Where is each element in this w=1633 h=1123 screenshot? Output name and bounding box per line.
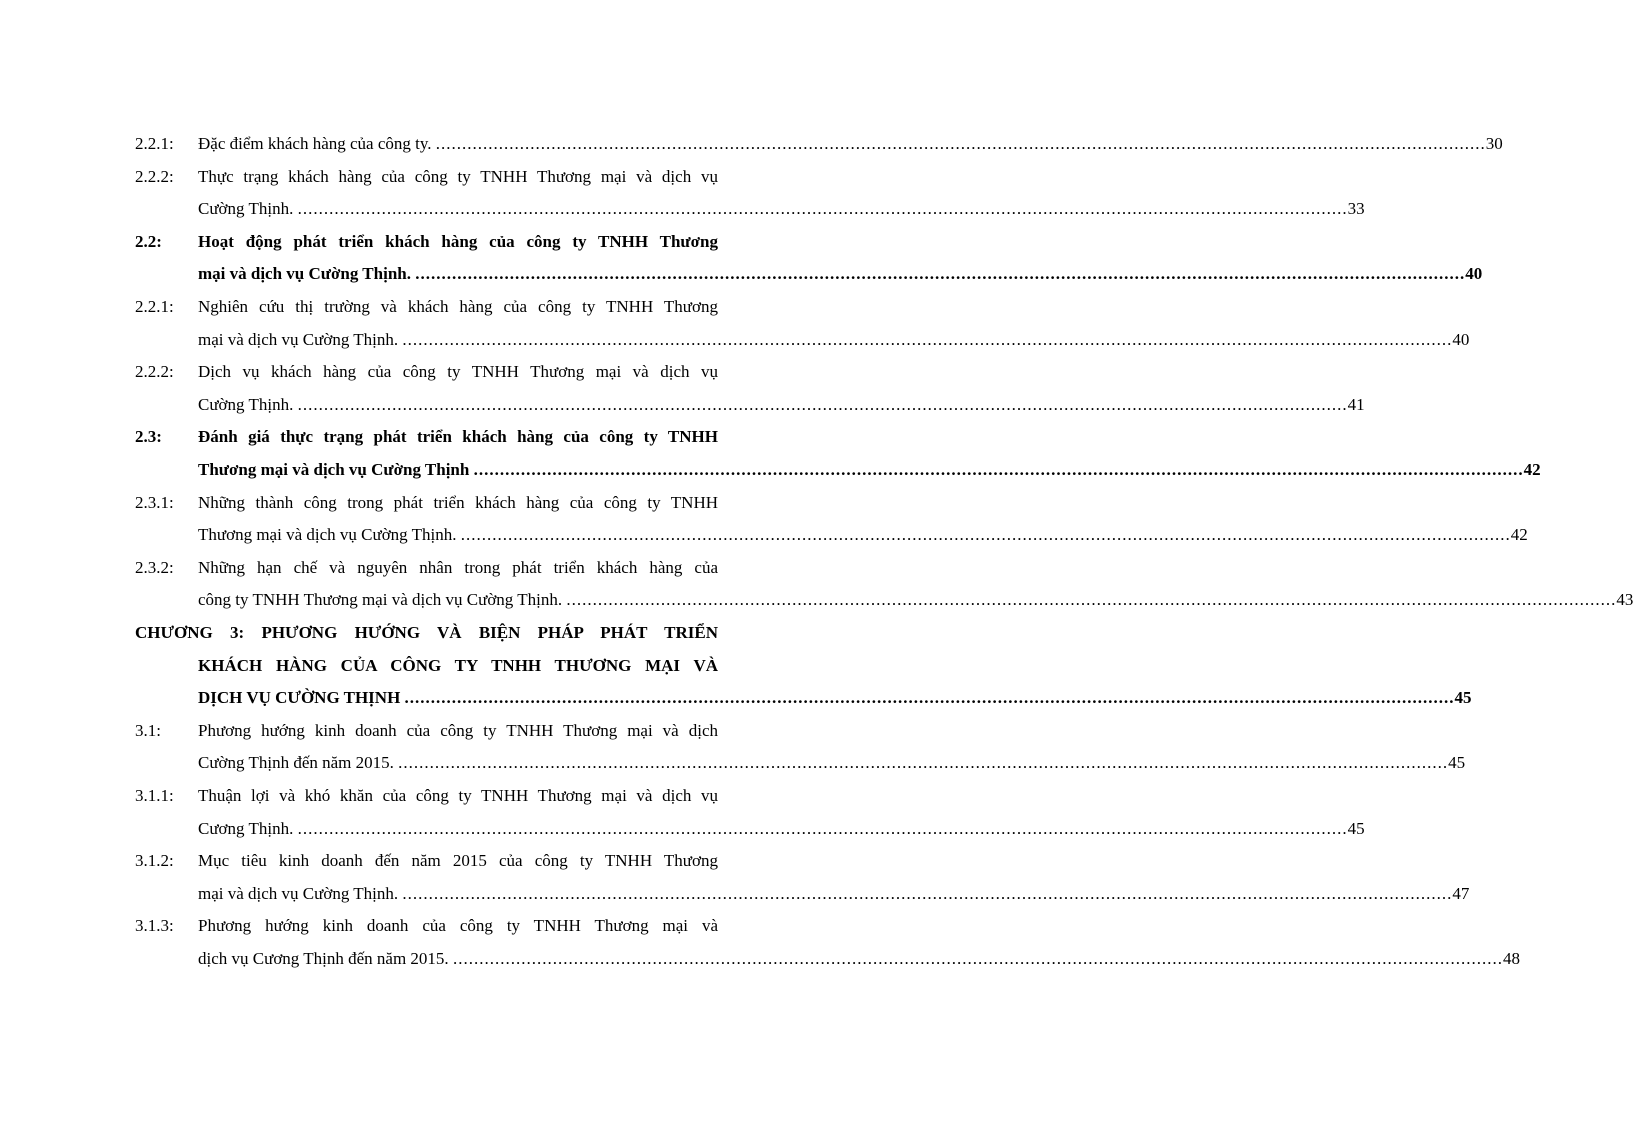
- toc-number: 2.2.2:: [135, 166, 174, 186]
- toc-title: dịch vụ Cương Thịnh đến năm 2015.: [198, 948, 453, 968]
- toc-line: [0, 584, 1633, 616]
- dot-leader: ........................................................................................................................................................................................................: [460, 525, 1511, 545]
- toc-title: Cường Thịnh.: [198, 394, 298, 414]
- dot-leader: ........................................................................................................................................................................................................: [297, 199, 1348, 219]
- toc-title: mại và dịch vụ Cường Thịnh.: [198, 264, 416, 284]
- toc-number: 2.2.1:: [135, 134, 174, 153]
- toc-page-number: 40: [1452, 329, 1470, 349]
- toc-title: Dịch vụ khách hàng của công ty TNHH Thương mại và dịch vụ: [198, 362, 718, 382]
- toc-page-number: 43: [1616, 590, 1633, 610]
- toc-page-number: 48: [1502, 948, 1520, 968]
- toc-line: [0, 161, 816, 193]
- toc-title: mại và dịch vụ Cường Thịnh.: [198, 329, 403, 349]
- toc-title: Những hạn chế và nguyên nhân trong phát triển khách hàng của: [198, 557, 718, 577]
- dot-leader: ........................................................................................................................................................................................................: [435, 134, 1486, 153]
- toc-title: CHƯƠNG 3: PHƯƠNG HƯỚNG VÀ BIỆN PHÁP PHÁT TRIỂN: [135, 623, 718, 642]
- toc-title: Mục tiêu kinh doanh đến năm 2015 của công ty TNHH Thương: [198, 851, 718, 871]
- toc-line: [0, 356, 816, 388]
- toc-title: Thực trạng khách hàng của công ty TNHH Thương mại và dịch vụ: [198, 166, 718, 186]
- toc-line: [0, 128, 1503, 160]
- toc-title: Đánh giá thực trạng phát triển khách hàng của công ty TNHH: [198, 427, 718, 447]
- toc-line: [0, 258, 1483, 290]
- toc-number: 3.1:: [135, 720, 161, 740]
- toc-title: Phương hướng kinh doanh của công ty TNHH Thương mại và dịch: [198, 720, 718, 740]
- toc-title: Thương mại và dịch vụ Cường Thịnh.: [198, 525, 461, 545]
- toc-page-number: 30: [1485, 134, 1503, 153]
- toc-number: 3.1.2:: [135, 851, 174, 871]
- dot-leader: ........................................................................................................................................................................................................: [415, 264, 1466, 284]
- toc-page-number: 41: [1347, 394, 1365, 414]
- toc-line: [0, 845, 816, 877]
- toc-number: 2.2.1:: [135, 297, 174, 316]
- toc-line: [0, 943, 1520, 975]
- toc-line: [0, 421, 816, 453]
- toc-title: mại và dịch vụ Cường Thịnh.: [198, 883, 403, 903]
- toc-line: [0, 291, 816, 323]
- toc-line: [0, 682, 1472, 714]
- toc-number: 2.3.2:: [135, 557, 174, 577]
- toc-title: Những thành công trong phát triển khách hàng của công ty TNHH: [198, 492, 718, 512]
- toc-title: Phương hướng kinh doanh của công ty TNHH Thương mại và: [198, 916, 718, 936]
- toc-title: Cương Thịnh.: [198, 818, 298, 838]
- toc-title: Thương mại và dịch vụ Cường Thịnh: [198, 459, 474, 479]
- toc-page-number: 45: [1454, 688, 1472, 708]
- toc-line: [0, 519, 1528, 551]
- toc-title: Cường Thịnh.: [198, 199, 298, 219]
- toc-line: [0, 324, 1470, 356]
- toc-title: Hoạt động phát triển khách hàng của công ty TNHH Thương: [198, 231, 718, 251]
- dot-leader: ........................................................................................................................................................................................................: [402, 883, 1453, 903]
- dot-leader: ........................................................................................................................................................................................................: [398, 753, 1449, 773]
- toc-page-number: 42: [1510, 525, 1528, 545]
- toc-page-number: 33: [1347, 199, 1365, 219]
- toc-page-number: 47: [1452, 883, 1470, 903]
- toc-line: [0, 780, 816, 812]
- toc-page-number: 45: [1347, 818, 1365, 838]
- dot-leader: ........................................................................................................................................................................................................: [297, 394, 1348, 414]
- toc-line: [0, 193, 1365, 225]
- toc-line: [0, 389, 1365, 421]
- toc-line: [0, 715, 816, 747]
- toc-number: 3.1.1:: [135, 786, 174, 805]
- toc-line: [0, 878, 1470, 910]
- toc-page-number: 42: [1523, 459, 1541, 479]
- dot-leader: ........................................................................................................................................................................................................: [404, 688, 1455, 708]
- toc-title: công ty TNHH Thương mại và dịch vụ Cường Thịnh.: [198, 590, 567, 610]
- toc-line: [0, 454, 1541, 486]
- toc-page-number: 45: [1448, 753, 1466, 773]
- toc-line: [0, 552, 816, 584]
- toc-title: Cường Thịnh đến năm 2015.: [198, 753, 399, 773]
- toc-number: 2.3:: [135, 427, 162, 447]
- toc-title: Nghiên cứu thị trường và khách hàng của công ty TNHH Thương: [198, 297, 718, 316]
- dot-leader: ........................................................................................................................................................................................................: [452, 948, 1503, 968]
- toc-line: [0, 813, 1365, 845]
- dot-leader: ........................................................................................................................................................................................................: [297, 818, 1348, 838]
- dot-leader: ........................................................................................................................................................................................................: [402, 329, 1453, 349]
- toc-title: Thuận lợi và khó khăn của công ty TNHH Thương mại và dịch vụ: [198, 786, 718, 805]
- toc-line: [0, 487, 816, 519]
- toc-page-number: 40: [1465, 264, 1483, 284]
- toc-line: [0, 910, 816, 942]
- toc-number: 2.3.1:: [135, 492, 174, 512]
- toc-line: [0, 747, 1466, 779]
- toc-line: [0, 617, 816, 649]
- toc-line: [0, 226, 816, 258]
- toc-number: 2.2:: [135, 231, 162, 251]
- toc-line: [0, 650, 816, 682]
- toc-title: KHÁCH HÀNG CỦA CÔNG TY TNHH THƯƠNG MẠI VÀ: [198, 655, 718, 675]
- toc-title: DỊCH VỤ CƯỜNG THỊNH: [198, 688, 405, 708]
- toc-number: 2.2.2:: [135, 362, 174, 382]
- dot-leader: ........................................................................................................................................................................................................: [566, 590, 1617, 610]
- dot-leader: ........................................................................................................................................................................................................: [473, 459, 1524, 479]
- toc-number: 3.1.3:: [135, 916, 174, 936]
- toc-title: Đặc điểm khách hàng của công ty.: [198, 134, 436, 153]
